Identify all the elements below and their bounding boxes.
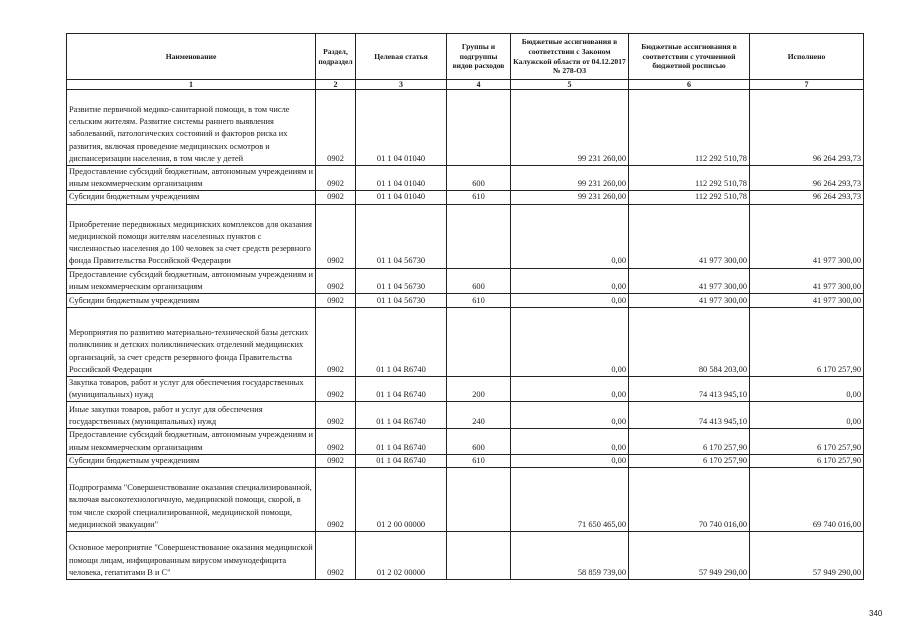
table-row (67, 293, 864, 307)
row-target: 01 1 04 01040 (356, 166, 447, 191)
row-name: Приобретение передвижных медицинских комплексов для оказания медицинской помощи жителям населенных пунктов с численностью населения до 100 человек за счет средств резервного фонда Правительства Российской Федерации (67, 204, 316, 268)
row-section: 0902 (316, 467, 356, 531)
row-name: Субсидии бюджетным учреждениям (67, 454, 316, 467)
row-name: Подпрограмма "Совершенствование оказания специализированной, включая высокотехнологичную, медицинской помощи, скорой, в том числе скорой специализированной, медицинской помощи, медицинской эвакуации" (67, 467, 316, 531)
table-row (67, 429, 864, 454)
row-law: 0,00 (511, 376, 629, 401)
header-section: Раздел, подраздел (316, 34, 356, 80)
row-group (447, 307, 511, 376)
row-name: Предоставление субсидий бюджетным, автономным учреждениям и иным некоммерческим организациям (67, 429, 316, 454)
row-group: 610 (447, 293, 511, 307)
row-name: Закупка товаров, работ и услуг для обеспечения государственных (муниципальных) нужд (67, 376, 316, 401)
row-target: 01 1 04 R6740 (356, 429, 447, 454)
row-executed: 0,00 (750, 376, 864, 401)
row-target: 01 1 04 56730 (356, 268, 447, 293)
row-law: 0,00 (511, 454, 629, 467)
table-row (67, 90, 864, 166)
row-refined: 112 292 510,78 (629, 166, 750, 191)
row-group (447, 531, 511, 579)
row-name: Развитие первичной медико-санитарной помощи, в том числе сельским жителям. Развитие системы раннего выявления заболеваний, патологических состояний и факторов риска их развития, включая проведение медицинских осмотров и диспансеризации населения, в том числе у детей (67, 90, 316, 166)
row-group (447, 204, 511, 268)
row-law: 58 859 739,00 (511, 531, 629, 579)
row-executed: 41 977 300,00 (750, 268, 864, 293)
row-name: Мероприятия по развитию материально-технической базы детских поликлиник и детских поликлинических отделений медицинских организаций, за счет средств резервного фонда Правительства Российской Федерации (67, 307, 316, 376)
row-section: 0902 (316, 90, 356, 166)
row-executed: 96 264 293,73 (750, 191, 864, 204)
row-section: 0902 (316, 293, 356, 307)
row-name: Субсидии бюджетным учреждениям (67, 191, 316, 204)
row-section: 0902 (316, 307, 356, 376)
row-name: Субсидии бюджетным учреждениям (67, 293, 316, 307)
row-name: Иные закупки товаров, работ и услуг для обеспечения государственных (муниципальных) нужд (67, 402, 316, 429)
row-group (447, 467, 511, 531)
row-refined: 80 584 203,00 (629, 307, 750, 376)
row-law: 0,00 (511, 293, 629, 307)
row-target: 01 1 04 56730 (356, 204, 447, 268)
header-name: Наименование (67, 34, 316, 80)
column-number: 5 (511, 80, 629, 90)
table-row (67, 166, 864, 191)
row-name: Предоставление субсидий бюджетным, автономным учреждениям и иным некоммерческим организациям (67, 166, 316, 191)
row-refined: 70 740 016,00 (629, 467, 750, 531)
row-executed: 57 949 290,00 (750, 531, 864, 579)
row-refined: 112 292 510,78 (629, 191, 750, 204)
column-number: 7 (750, 80, 864, 90)
table-row (67, 191, 864, 204)
row-refined: 41 977 300,00 (629, 293, 750, 307)
table-row (67, 307, 864, 376)
row-target: 01 1 04 01040 (356, 90, 447, 166)
header-law: Бюджетные ассигнования в соответствии с Законом Калужской области от 04.12.2017 № 278-ОЗ (511, 34, 629, 80)
row-group: 200 (447, 376, 511, 401)
row-target: 01 1 04 R6740 (356, 454, 447, 467)
row-law: 99 231 260,00 (511, 166, 629, 191)
header-executed: Исполнено (750, 34, 864, 80)
row-executed: 6 170 257,90 (750, 307, 864, 376)
row-section: 0902 (316, 166, 356, 191)
table-row (67, 454, 864, 467)
row-target: 01 2 00 00000 (356, 467, 447, 531)
row-law: 0,00 (511, 307, 629, 376)
header-row (67, 34, 864, 80)
row-law: 99 231 260,00 (511, 191, 629, 204)
row-law: 0,00 (511, 204, 629, 268)
row-section: 0902 (316, 402, 356, 429)
table-row (67, 376, 864, 401)
row-target: 01 2 02 00000 (356, 531, 447, 579)
row-group: 240 (447, 402, 511, 429)
row-refined: 41 977 300,00 (629, 204, 750, 268)
table-row (67, 204, 864, 268)
row-section: 0902 (316, 268, 356, 293)
table-row (67, 402, 864, 429)
row-section: 0902 (316, 454, 356, 467)
row-section: 0902 (316, 191, 356, 204)
row-group: 600 (447, 429, 511, 454)
row-name: Предоставление субсидий бюджетным, автономным учреждениям и иным некоммерческим организациям (67, 268, 316, 293)
row-law: 71 650 465,00 (511, 467, 629, 531)
row-group: 600 (447, 268, 511, 293)
row-refined: 74 413 945,10 (629, 402, 750, 429)
column-number: 3 (356, 80, 447, 90)
row-law: 0,00 (511, 402, 629, 429)
table-row (67, 268, 864, 293)
row-section: 0902 (316, 429, 356, 454)
row-executed: 0,00 (750, 402, 864, 429)
row-executed: 96 264 293,73 (750, 90, 864, 166)
row-executed: 41 977 300,00 (750, 204, 864, 268)
table-row (67, 467, 864, 531)
row-refined: 41 977 300,00 (629, 268, 750, 293)
header-refined: Бюджетные ассигнования в соответствии с уточненной бюджетной росписью (629, 34, 750, 80)
row-target: 01 1 04 R6740 (356, 307, 447, 376)
table-row (67, 531, 864, 579)
row-group: 600 (447, 166, 511, 191)
row-refined: 112 292 510,78 (629, 90, 750, 166)
column-number: 2 (316, 80, 356, 90)
row-group (447, 90, 511, 166)
row-refined: 74 413 945,10 (629, 376, 750, 401)
row-executed: 69 740 016,00 (750, 467, 864, 531)
row-section: 0902 (316, 204, 356, 268)
column-number: 4 (447, 80, 511, 90)
column-number: 1 (67, 80, 316, 90)
header-groups: Группы и подгруппы видов расходов (447, 34, 511, 80)
row-target: 01 1 04 R6740 (356, 376, 447, 401)
row-law: 0,00 (511, 429, 629, 454)
row-refined: 6 170 257,90 (629, 429, 750, 454)
row-target: 01 1 04 56730 (356, 293, 447, 307)
row-section: 0902 (316, 531, 356, 579)
row-name: Основное мероприятие "Совершенствование оказания медицинской помощи лицам, инфицированным вирусом иммунодефицита человека, гепатитами B и C" (67, 531, 316, 579)
row-refined: 6 170 257,90 (629, 454, 750, 467)
budget-table (66, 33, 864, 580)
row-group: 610 (447, 191, 511, 204)
column-number-row (67, 80, 864, 90)
row-law: 0,00 (511, 268, 629, 293)
row-executed: 41 977 300,00 (750, 293, 864, 307)
row-executed: 6 170 257,90 (750, 454, 864, 467)
page-number: 340 (869, 609, 883, 618)
row-section: 0902 (316, 376, 356, 401)
row-refined: 57 949 290,00 (629, 531, 750, 579)
row-group: 610 (447, 454, 511, 467)
header-target: Целевая статья (356, 34, 447, 80)
row-law: 99 231 260,00 (511, 90, 629, 166)
column-number: 6 (629, 80, 750, 90)
row-target: 01 1 04 01040 (356, 191, 447, 204)
row-executed: 6 170 257,90 (750, 429, 864, 454)
row-executed: 96 264 293,73 (750, 166, 864, 191)
row-target: 01 1 04 R6740 (356, 402, 447, 429)
